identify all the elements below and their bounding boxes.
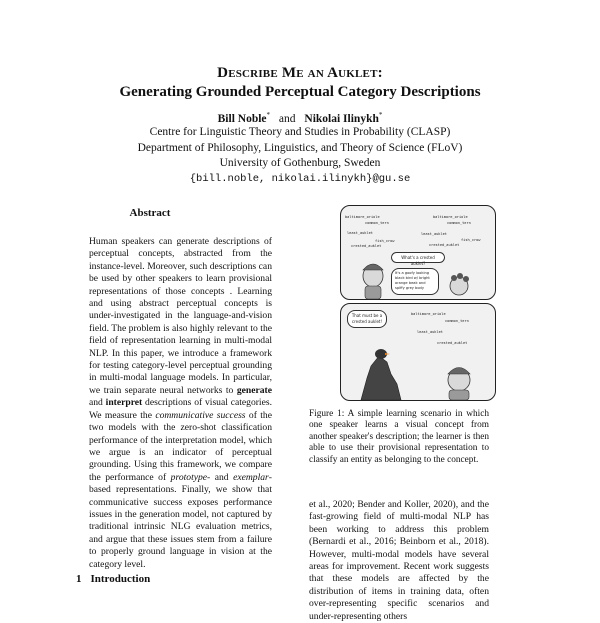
abstract-body: Human speakers can generate descriptions of perceptual concepts, abstracted from the instance-level. Moreover, such descriptions can be used by other speakers to learn provisional representations of those concepts . Learning and using abstract perceptual concepts is under-investigated in the language-and-vision field. The problem is also highly relevant to the field of representation learning in multi-modal NLP. In this paper, we introduce a framework for testing category-level perceptual grounding in multi-modal language models. In particular, we train separate neural networks to generate and interpret descriptions of visual categories. We measure the communicative success of the two models with the zero-shot classification performance of the interpretation model, which we argue is an indicator of perceptual grounding. Using this framework, we compare the performance of prototype- and exemplar-based representations. Finally, we show that communicative success exposes performance issues in the generation model, not captured by traditional intrinsic NLG evaluation metrics, and argue that these issues stem from a failure to properly ground language in vision at the category level. [89, 236, 272, 570]
auklet-beak [385, 353, 390, 355]
panel2-label: crested_auklet [437, 341, 468, 345]
paper-title-line2: Generating Grounded Perceptual Category Descriptions [119, 84, 481, 100]
panel1-label: baltimore_oriole [433, 215, 468, 219]
learner-body [365, 286, 381, 299]
panel1-label: fish_crow [461, 238, 481, 242]
speech-bubble-conclusion: That must be a crested auklet! [347, 310, 387, 328]
panel1-label: common_tern [365, 221, 389, 225]
learner-cap [448, 368, 470, 375]
author-2: Nikolai Ilinykh [304, 112, 379, 125]
figure-panel-bottom [340, 303, 496, 401]
speech-bubble-description: It's a goofy looking black bird w/ bright orange beak and spiffy grey body [391, 268, 439, 295]
panel2-label: baltimore_oriole [411, 312, 446, 316]
body-text-right-column: et al., 2020; Bender and Koller, 2020), and the fast-growing field of multi-modal NLP has been working to address this problem (Bernardi et al., 2016; Beinborn et al., 2018). However, multi-modal models have several areas for improvement. Recent work suggests that these models are affected by the distribution of items in training data, often over-representing specific scenarios and under-representing others [309, 499, 489, 622]
panel2-label: least_auklet [417, 330, 443, 334]
figure-caption: Figure 1: A simple learning scenario in which one speaker learns a visual concept from another speaker's description; the learner is then able to use their provisional representation to classify an entity as belonging to the concept. [309, 409, 489, 465]
teacher-hair [457, 273, 463, 279]
panel1-label: fish_crow [375, 239, 395, 243]
abstract-heading: Abstract [129, 207, 171, 219]
panel2-label: common_tern [445, 319, 469, 323]
learner-cap [363, 264, 383, 270]
teacher-hair [451, 275, 457, 281]
author-1: Bill Noble [217, 112, 267, 125]
affiliation-line-2: Department of Philosophy, Linguistics, and Theory of Science (FLoV) [137, 142, 463, 154]
affiliation-line-3: University of Gothenburg, Sweden [219, 157, 381, 169]
panel1-label: least_auklet [421, 232, 447, 236]
learner-body [449, 390, 469, 400]
figure-1 [340, 205, 496, 401]
panel1-label: crested_auklet [429, 243, 460, 247]
author-joiner: and [278, 112, 296, 125]
paper-title-line1: Describe Me an Auklet: [217, 65, 383, 81]
authors: Bill Noble* and Nikolai Ilinykh* [217, 111, 383, 125]
affiliation-line-1: Centre for Linguistic Theory and Studies in Probability (CLASP) [149, 126, 451, 138]
email[interactable]: {bill.noble, nikolai.ilinykh}@gu.se [189, 173, 411, 185]
panel1-label: crested_auklet [351, 244, 382, 248]
rock [361, 356, 401, 400]
panel1-label: least_auklet [347, 231, 373, 235]
panel1-label: common_tern [447, 221, 471, 225]
panel2-illustration [341, 304, 497, 402]
speech-bubble-question: What's a crested auklet? [391, 252, 445, 263]
section-heading-introduction: 1 Introduction [76, 573, 151, 585]
teacher-hair [463, 276, 469, 282]
panel1-label: baltimore_oriole [345, 215, 380, 219]
figure-panel-top [340, 205, 496, 300]
